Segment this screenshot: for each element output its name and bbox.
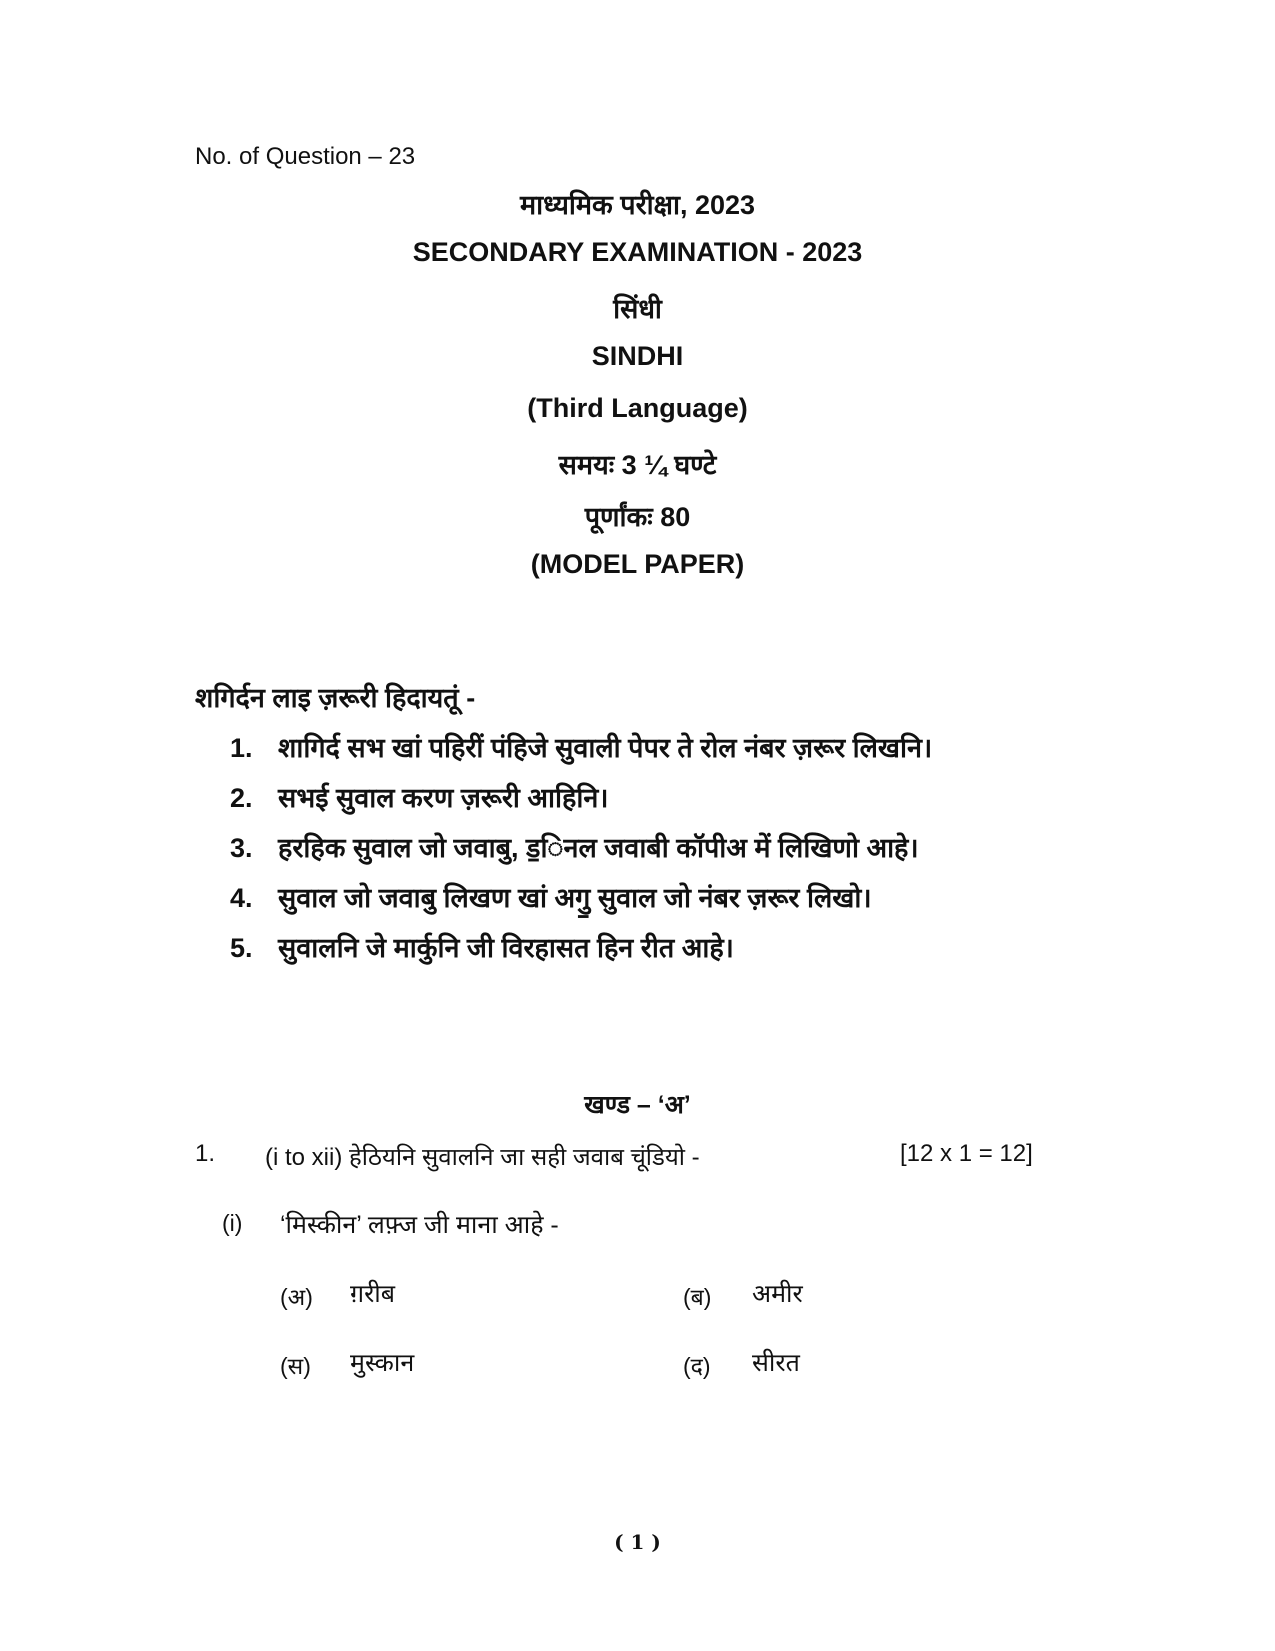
question-marks: [12 x 1 = 12]: [900, 1140, 1033, 1167]
instruction-number: 2.: [230, 783, 253, 813]
option-text: अमीर: [752, 1280, 803, 1308]
subquestion-label: (i): [222, 1210, 243, 1236]
option-label: (ब): [683, 1284, 712, 1310]
exam-title-hindi: माध्यमिक परीक्षा, 2023: [519, 190, 756, 220]
instruction-item: [230, 728, 932, 765]
section-heading: खण्ड – ‘अ’: [584, 1091, 691, 1119]
instruction-item: [230, 878, 872, 915]
option-label: (अ): [280, 1284, 313, 1310]
paper-type: (MODEL PAPER): [530, 549, 745, 579]
instructions-heading: शगिर्दन लाइ ज़रूरी हिदायतूं -: [195, 683, 476, 713]
instruction-number: 1.: [230, 733, 253, 763]
option-text: सीरत: [752, 1349, 800, 1377]
option-label: (स): [280, 1353, 311, 1379]
question-number: 1.: [195, 1140, 216, 1167]
instruction-text: सुवाल जो जवाबु लिखण खां अगु॒ सुवाल जो नंबर ज़रूर लिखो।: [278, 883, 872, 913]
option-label: (द): [683, 1353, 711, 1379]
question-text: (i to xii) हेठियनि सुवालनि जा सही जवाब चूंडियो -: [265, 1144, 700, 1171]
question-count: No. of Question – 23: [195, 143, 416, 170]
option-text: मुस्कान: [350, 1349, 415, 1377]
instruction-number: 4.: [230, 883, 253, 913]
instruction-item: [230, 928, 734, 965]
instruction-item: [230, 778, 609, 815]
instruction-number: 5.: [230, 933, 253, 963]
subquestion-text: ‘मिस्कीन’ लफ़्ज जी माना आहे -: [280, 1211, 559, 1239]
option-text: ग़रीब: [350, 1280, 396, 1308]
instruction-text: सुवालनि जे मार्कुनि जी विरहासत हिन रीत आहे।: [278, 933, 734, 963]
time-allowed: समयः 3 ¼ घण्टे: [558, 450, 717, 480]
instruction-text: शागिर्द सभ खां पहिरीं पंहिजे सुवाली पेपर ते रोल नंबर ज़रूर लिखनि।: [278, 733, 933, 763]
instruction-text: हरहिक सुवाल जो जवाबु, ड॒िनल जवाबी कॉपीअ में लिखिणो आहे।: [278, 833, 919, 863]
instruction-number: 3.: [230, 833, 253, 863]
language-label: (Third Language): [527, 393, 748, 423]
page-number: ( 1 ): [614, 1530, 661, 1554]
subject-english: SINDHI: [591, 341, 684, 371]
instruction-text: सभई सुवाल करण ज़रूरी आहिनि।: [278, 783, 609, 813]
subject-hindi: सिंधी: [613, 294, 662, 324]
instruction-item: [230, 828, 919, 865]
max-marks: पूर्णांकः 80: [584, 502, 691, 532]
exam-title-english: SECONDARY EXAMINATION - 2023: [412, 237, 863, 267]
